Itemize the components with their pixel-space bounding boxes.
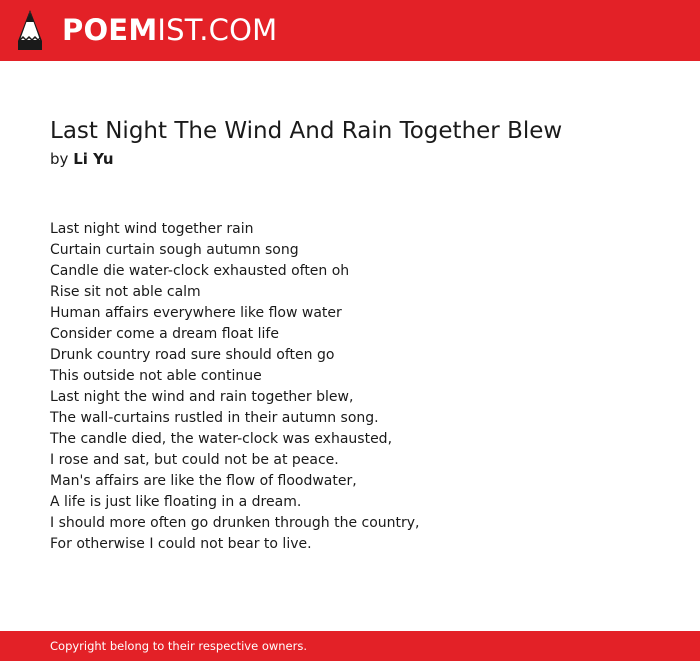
poem-line: Man's affairs are like the flow of floodwater, [50, 473, 357, 489]
poem-body [50, 219, 420, 555]
copyright-notice: Copyright belong to their respective owners. [50, 639, 308, 653]
logo-light-text: IST.COM [157, 13, 278, 47]
poem-line: The candle died, the water-clock was exhausted, [50, 431, 393, 447]
poem-line: Candle die water-clock exhausted often oh [50, 263, 350, 279]
pencil-tip-icon [17, 9, 43, 51]
poem-line: A life is just like floating in a dream. [50, 494, 302, 510]
poem-line: Drunk country road sure should often go [50, 347, 335, 363]
site-header [0, 0, 700, 61]
logo-bold-text: POEM [62, 13, 158, 47]
poem-line: Last night the wind and rain together blew, [50, 389, 354, 405]
poem-line: The wall-curtains rustled in their autumn song. [50, 410, 379, 426]
poem-byline [50, 149, 114, 169]
poem-line: Human affairs everywhere like flow water [50, 305, 342, 321]
poem-line: Last night wind together rain [50, 221, 254, 237]
poem-line: I should more often go drunken through the country, [50, 515, 420, 531]
byline-prefix: by [50, 150, 69, 168]
poem-author: Li Yu [73, 150, 114, 168]
site-footer [0, 631, 700, 661]
poem-line: Rise sit not able calm [50, 284, 201, 300]
poem-line: Consider come a dream float life [50, 326, 279, 342]
poem-line: Curtain curtain sough autumn song [50, 242, 299, 258]
site-logo[interactable] [62, 13, 277, 47]
poem-line: For otherwise I could not bear to live. [50, 536, 312, 552]
poem-line: This outside not able continue [50, 368, 262, 384]
poem-line: I rose and sat, but could not be at peace. [50, 452, 339, 468]
poem-title: Last Night The Wind And Rain Together Blew [50, 118, 563, 144]
